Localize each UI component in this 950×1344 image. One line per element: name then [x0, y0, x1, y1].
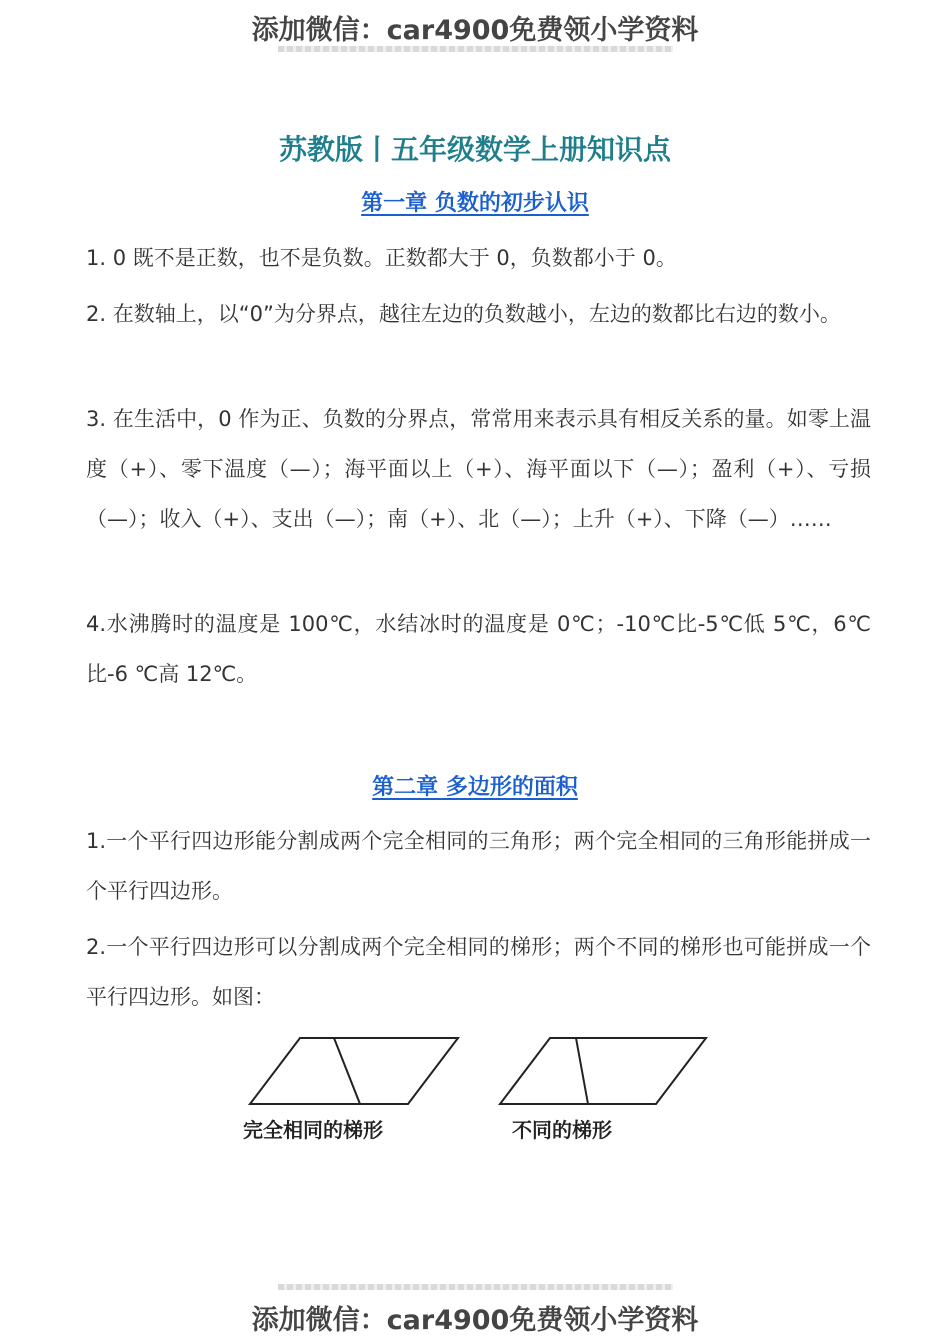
parallelogram-left [250, 1038, 458, 1104]
chapter-1-item-3: 3. 在生活中，0 作为正、负数的分界点，常常用来表示具有相反关系的量。如零上温度（+）、零下温度（—）；海平面以上（+）、海平面以下（—）；盈利（+）、亏损（—）；收入（+）、支出（—）；南（+）、北（—）；上升（+）、下降（—）…… [86, 407, 871, 531]
document-title: 苏教版丨五年级数学上册知识点 [278, 133, 671, 166]
chapter-2-item-2: 2.一个平行四边形可以分割成两个完全相同的梯形；两个不同的梯形也可能拼成一个平行四边形。如图： [86, 935, 871, 1009]
faint-text-line-top [278, 46, 673, 52]
watermark-top: 添加微信：car4900免费领小学资料 [251, 15, 699, 46]
figure-label-different: 不同的梯形 [512, 1118, 612, 1142]
chapter-1-link[interactable]: 第一章 负数的初步认识 [361, 191, 589, 216]
parallelogram-different-trapezoids [500, 1038, 706, 1104]
figure-label-same: 完全相同的梯形 [243, 1118, 383, 1142]
chapter-1-item-4: 4.水沸腾时的温度是 100℃，水结冰时的温度是 0℃；-10℃比-5℃低 5℃，6℃比-6 ℃高 12℃。 [86, 612, 871, 686]
faint-text-line-bottom [278, 1284, 673, 1290]
chapter-1-item-2: 2. 在数轴上，以“0”为分界点，越往左边的负数越小，左边的数都比右边的数小。 [86, 302, 841, 326]
parallelogram-same-trapezoids [250, 1038, 458, 1104]
chapter-2-heading[interactable] [0, 770, 950, 801]
parallelogram-right [500, 1038, 706, 1104]
divider-different [576, 1038, 588, 1104]
watermark-bottom: 添加微信：car4900免费领小学资料 [251, 1305, 699, 1336]
chapter-2-item-1: 1.一个平行四边形能分割成两个完全相同的三角形；两个完全相同的三角形能拼成一个平行四边形。 [86, 829, 871, 903]
divider-same [334, 1038, 360, 1104]
chapter-1-item-1: 1. 0 既不是正数，也不是负数。正数都大于 0，负数都小于 0。 [86, 246, 677, 270]
chapter-1-heading[interactable] [0, 186, 950, 217]
chapter-2-link[interactable]: 第二章 多边形的面积 [372, 775, 578, 800]
